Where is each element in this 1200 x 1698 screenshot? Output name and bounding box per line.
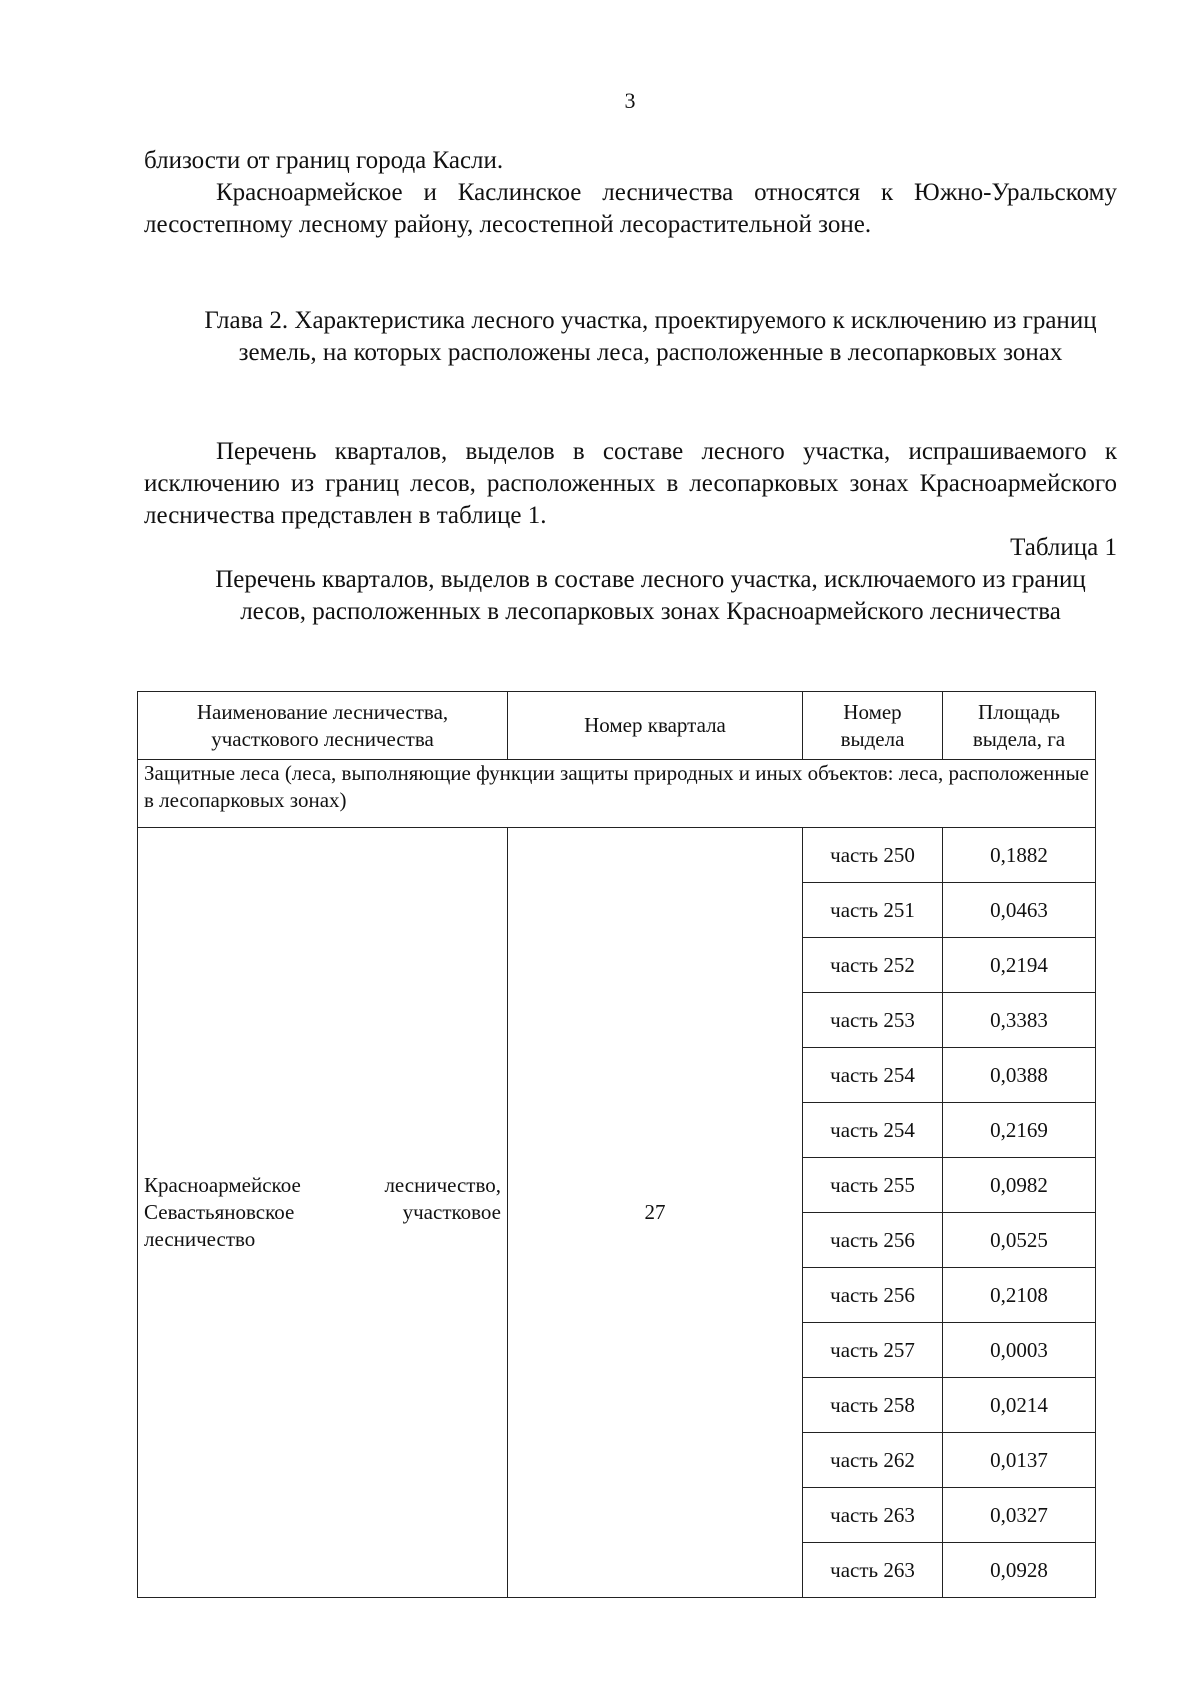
table-header-row (138, 692, 1096, 760)
chapter-heading: Глава 2. Характеристика лесного участка, проектируемого к исключению из границ земель, на которых расположены леса, расположенные в лесопарковых зонах (204, 307, 1097, 366)
forestry-name-cell (138, 828, 508, 1598)
header-quarter: Номер квартала (508, 692, 803, 760)
plot-number-cell: часть 256 (803, 1213, 943, 1268)
plot-number-cell: часть 258 (803, 1378, 943, 1433)
header-plot: Номер выдела (803, 692, 943, 760)
plot-area-cell: 0,0928 (943, 1543, 1096, 1598)
plot-area-cell: 0,0388 (943, 1048, 1096, 1103)
intro-line: близости от границ города Касли. (144, 147, 504, 174)
plot-number-cell: часть 263 (803, 1488, 943, 1543)
plot-number-cell: часть 250 (803, 828, 943, 883)
plot-area-cell: 0,0327 (943, 1488, 1096, 1543)
table-label: Таблица 1 (1010, 534, 1117, 561)
plot-area-cell: 0,3383 (943, 993, 1096, 1048)
plot-area-cell: 0,1882 (943, 828, 1096, 883)
plot-area-cell: 0,0982 (943, 1158, 1096, 1213)
plot-number-cell: часть 262 (803, 1433, 943, 1488)
page-number: 3 (624, 88, 636, 113)
plot-number-cell: часть 263 (803, 1543, 943, 1598)
plot-number-cell: часть 255 (803, 1158, 943, 1213)
plot-area-cell: 0,2108 (943, 1268, 1096, 1323)
table-body (138, 760, 1096, 1598)
body-paragraph: Перечень кварталов, выделов в составе лесного участка, испрашиваемого к исключению из границ лесов, расположенных в лесопарковых зонах Красноармейского лесничества представлен в таблице 1. (144, 438, 1117, 529)
category-row (138, 760, 1096, 828)
header-area: Площадь выдела, га (943, 692, 1096, 760)
plot-area-cell: 0,0137 (943, 1433, 1096, 1488)
table-row (138, 828, 1096, 883)
forestry-name-line2: Севастьяновское участковое (144, 1200, 501, 1224)
plot-area-cell: 0,2169 (943, 1103, 1096, 1158)
plot-number-cell: часть 257 (803, 1323, 943, 1378)
forestry-name-line1: Красноармейское лесничество, (144, 1173, 501, 1197)
plot-area-cell: 0,2194 (943, 938, 1096, 993)
intro-paragraph: Красноармейское и Каслинское лесничества относятся к Южно-Уральскому лесостепному лесному району, лесостепной лесорастительной зоне. (144, 179, 1117, 238)
plot-area-cell: 0,0214 (943, 1378, 1096, 1433)
plot-number-cell: часть 251 (803, 883, 943, 938)
plot-number-cell: часть 254 (803, 1048, 943, 1103)
plot-number-cell: часть 256 (803, 1268, 943, 1323)
category-cell: Защитные леса (леса, выполняющие функции защиты природных и иных объектов: леса, расположенные в лесопарковых зонах) (138, 760, 1096, 828)
plot-number-cell: часть 254 (803, 1103, 943, 1158)
plot-area-cell: 0,0463 (943, 883, 1096, 938)
table-title: Перечень кварталов, выделов в составе лесного участка, исключаемого из границ лесов, расположенных в лесопарковых зонах Красноармейского лесничества (215, 566, 1086, 625)
forest-plots-table (137, 691, 1096, 1598)
plot-area-cell: 0,0525 (943, 1213, 1096, 1268)
forestry-name-line3: лесничество (144, 1227, 256, 1251)
quarter-number-cell: 27 (508, 828, 803, 1598)
header-forestry: Наименование лесничества, участкового лесничества (138, 692, 508, 760)
plot-number-cell: часть 252 (803, 938, 943, 993)
plot-area-cell: 0,0003 (943, 1323, 1096, 1378)
plot-number-cell: часть 253 (803, 993, 943, 1048)
